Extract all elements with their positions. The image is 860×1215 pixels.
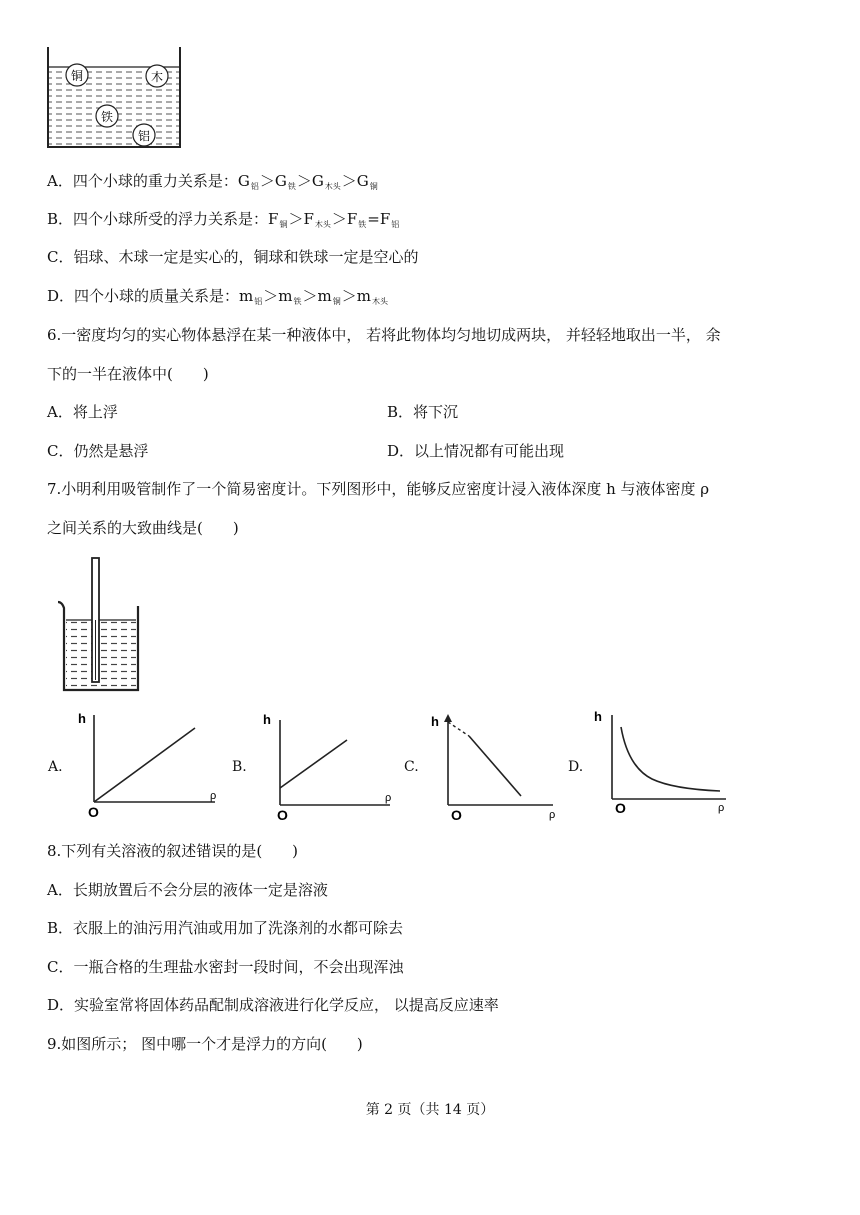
q7-option-b-label: B.: [232, 759, 247, 775]
q5-option-d: D．四个小球的质量关系是：$m_铝>m_铁>m_铜>m_{木头}$: [47, 287, 388, 306]
svg-text:O: O: [88, 804, 99, 820]
q6-option-a: A．将上浮: [47, 403, 118, 421]
q6-stem-line1: 6.一密度均匀的实心物体悬浮在某一种液体中， 若将此物体均匀地切成两块， 并轻轻地取出一半， 余: [47, 326, 721, 344]
svg-text:h: h: [431, 714, 439, 729]
q7-graph-d: [588, 705, 738, 820]
q7-option-a-label: A.: [48, 759, 63, 775]
q9-stem: 9.如图所示； 图中哪一个才是浮力的方向( ): [47, 1035, 363, 1053]
ball-wood: [146, 65, 168, 87]
q7-graph-b: [255, 708, 405, 823]
svg-text:铝: 铝: [137, 129, 151, 143]
q7-stem-line2: 之间关系的大致曲线是( ): [47, 519, 239, 537]
svg-text:O: O: [615, 800, 626, 816]
q7-stem-line1: 7.小明利用吸管制作了一个简易密度计。下列图形中，能够反应密度计浸入液体深度 h 与液体密度 ρ: [47, 480, 710, 498]
q8-option-c: C．一瓶合格的生理盐水密封一段时间，不会出现浑浊: [47, 958, 404, 976]
page-footer: 第 2 页（共 14 页）: [365, 1102, 495, 1118]
q7-option-d-label: D.: [568, 759, 584, 775]
svg-text:h: h: [78, 711, 86, 726]
svg-text:木: 木: [150, 70, 164, 84]
svg-text:ρ: ρ: [718, 802, 725, 814]
q7-graph-a: [70, 705, 230, 820]
q8-stem: 8.下列有关溶液的叙述错误的是( ): [47, 842, 299, 860]
svg-text:ρ: ρ: [210, 790, 217, 802]
svg-text:O: O: [451, 807, 462, 823]
q6-option-d: D．以上情况都有可能出现: [387, 442, 565, 460]
svg-text:ρ: ρ: [385, 792, 392, 804]
q6-stem-line2: 下的一半在液体中( ): [47, 365, 209, 383]
q7-graph-c: [425, 708, 570, 823]
svg-text:铜: 铜: [70, 69, 84, 83]
svg-text:ρ: ρ: [549, 809, 556, 821]
q8-option-a: A．长期放置后不会分层的液体一定是溶液: [47, 881, 328, 899]
svg-text:h: h: [263, 712, 271, 727]
q8-option-b: B．衣服上的油污用汽油或用加了洗涤剂的水都可除去: [47, 919, 404, 937]
ball-aluminum: [133, 124, 155, 146]
svg-text:h: h: [594, 709, 602, 724]
q5-container-figure: [45, 45, 185, 150]
ball-iron: [96, 105, 118, 127]
ball-copper: [66, 64, 88, 86]
q6-option-c: C．仍然是悬浮: [47, 442, 149, 460]
q8-option-d: D．实验室常将固体药品配制成溶液进行化学反应， 以提高反应速率: [47, 996, 499, 1014]
q5-option-c: C．铝球、木球一定是实心的，铜球和铁球一定是空心的: [47, 248, 419, 266]
q7-option-c-label: C.: [404, 759, 419, 775]
svg-text:铁: 铁: [100, 110, 114, 124]
q5-option-b: B．四个小球所受的浮力关系是：$F_铜>F_{木头}>F_铁=F_铝$: [47, 210, 400, 229]
q5-option-a: A．四个小球的重力关系是：$G_铝>G_铁>G_{木头}>G_铜$: [47, 172, 378, 191]
svg-text:O: O: [277, 807, 288, 823]
q7-beaker-figure: [50, 556, 150, 696]
q6-option-b: B．将下沉: [387, 403, 459, 421]
